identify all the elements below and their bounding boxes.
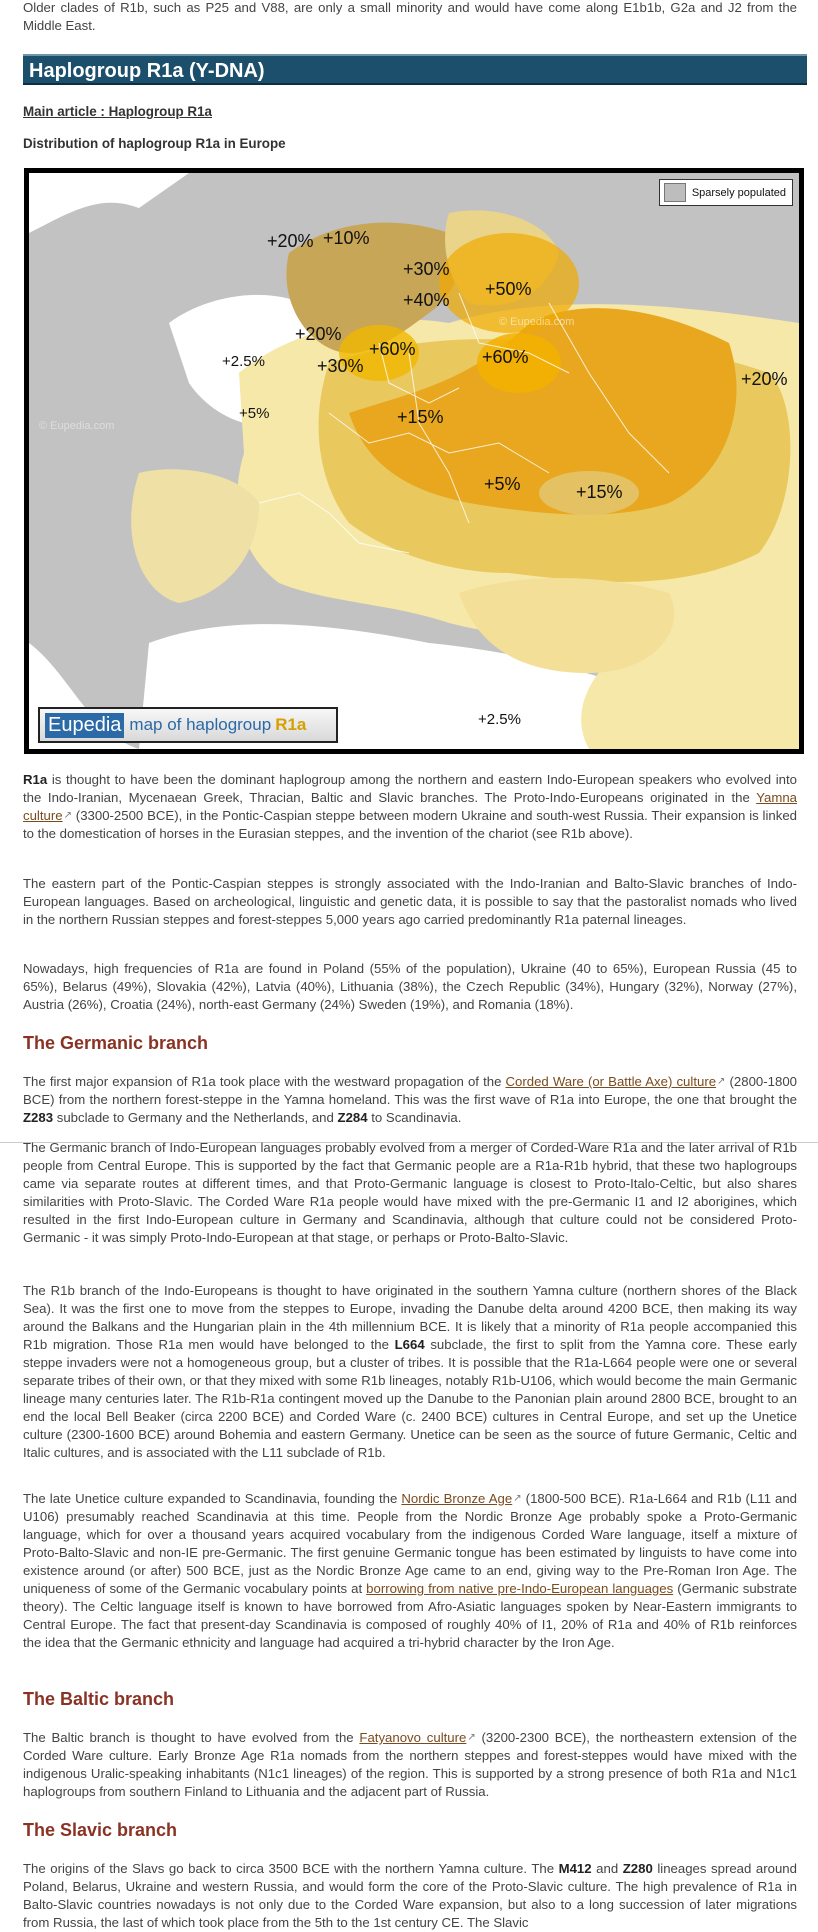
- heading-slavic: The Slavic branch: [23, 1820, 178, 1840]
- text-span: lineages spread around Poland, Belarus, Ukraine and western Russia, and would form the core of the Proto-Slavic culture. The high prevalence of R1a in Balto-Slavic countries nowadays is not only due to the Corded Ware expansion, but also to a long succession of later migrations from Russia, the last of which took place from the 5th to the 1st century CE. The Slavic: [23, 1861, 797, 1930]
- map-legend: [659, 179, 793, 206]
- main-article-link[interactable]: Main article : Haplogroup R1a: [23, 104, 212, 119]
- pct-label: +15%: [576, 482, 623, 502]
- corded-ware-link[interactable]: Corded Ware (or Battle Axe) culture: [505, 1074, 717, 1089]
- eupedia-logo: [38, 707, 338, 743]
- paragraph-baltic: [23, 1729, 797, 1801]
- external-link-icon: ↗: [63, 810, 72, 821]
- map-watermark-1: © Eupedia.com: [499, 316, 575, 328]
- intro-paragraph: Older clades of R1b, such as P25 and V88, are only a small minority and would have come along E1b1b, G2a and J2 from the Middle East.: [23, 0, 797, 33]
- section-heading: Haplogroup R1a (Y-DNA): [23, 54, 807, 85]
- text-span: and: [591, 1861, 623, 1876]
- text-span: The late Unetice culture expanded to Scandinavia, founding the: [23, 1491, 402, 1506]
- heading-baltic: The Baltic branch: [23, 1689, 175, 1709]
- external-link-icon: ↗: [717, 1076, 726, 1087]
- paragraph-frequencies: Nowadays, high frequencies of R1a are found in Poland (55% of the population), Ukraine (40 to 65%), European Russia (45 to 65%), Belarus (49%), Slovakia (42%), Latvia (40%), Lithuania (38%), the Czech Republic (34%), Hungary (32%), Norway (27%), Austria (26%), Croatia (24%), north-east Germany (24%) Sweden (19%), and Romania (18%).: [23, 961, 797, 1012]
- sparse-swatch: [664, 183, 686, 202]
- text-span: (2800-1800 BCE) from the northern forest-steppe in the Yamna homeland. This was the first wave of R1a into Europe, the one that brought the: [23, 1074, 797, 1107]
- text-span: subclade to Germany and the Netherlands, and: [53, 1110, 338, 1125]
- pct-label: +50%: [485, 279, 532, 299]
- pct-label: +5%: [484, 474, 521, 494]
- paragraph-slavic: [23, 1860, 797, 1932]
- pct-label: +60%: [369, 339, 416, 359]
- bold-term: L664: [394, 1337, 425, 1352]
- bold-term: Z280: [622, 1861, 653, 1876]
- logo-brand: Eupedia: [45, 713, 124, 738]
- pct-label: +5%: [239, 405, 270, 422]
- pct-label: +10%: [323, 228, 370, 248]
- paragraph-germanic-1: [23, 1073, 797, 1127]
- paragraph-pontic: The eastern part of the Pontic-Caspian steppes is strongly associated with the Indo-Iranian and Balto-Slavic branches of Indo-European languages. Based on archeological, linguistic and genetic data, it is possible to say that the pastoralist nomads who lived in the northern Russian steppes and forest-steppes 5,000 years ago carried predominantly R1a paternal lineages.: [23, 876, 797, 927]
- pct-label: +15%: [397, 407, 444, 427]
- text-span: The Baltic branch is thought to have evolved from the: [23, 1730, 360, 1745]
- bold-term: Z284: [337, 1110, 368, 1125]
- external-link-icon: ↗: [513, 1493, 522, 1504]
- logo-text: map of haplogroup: [129, 715, 272, 734]
- text-span: subclade, the first to split from the Yamna core. These early steppe invaders were not a homogeneous group, but a cluster of tribes. It is possible that the R1a-L664 people were one or several separate tribes of their own, or that they mixed with some R1b lineages, notably R1b-U106, which would become the main Germanic lineage many centuries later. The R1b-R1a contingent moved up the Danube to the Panonian plain around 2800 BCE, brought to an end the local Bell Beaker (circa 2200 BCE) and Corded Ware (c. 2400 BCE) cultures in Central Europe, and set up the Unetice culture (2300-1600 BCE) around Bohemia and eastern Germany. Unetice can be seen as the source of future Germanic, Celtic and Italic cultures, and is associated with the L11 subclade of R1b.: [23, 1337, 797, 1460]
- text-span: (Germanic substrate theory). The Celtic language itself is known to have borrowed from Afro-Asiatic languages spoken by Near-Eastern immigrants to Central Europe. The fact that present-day Scandinavia is composed of roughly 40% of I1, 20% of R1a and 40% of R1b reinforces the idea that the Germanic ethnicity and language had acquired a tri-hybrid character by the Iron Age.: [23, 1581, 797, 1650]
- pre-ie-borrowing-link[interactable]: borrowing from native pre-Indo-European languages: [366, 1581, 674, 1596]
- paragraph-r1a-intro: [23, 771, 797, 843]
- text-span: (1800-500 BCE). R1a-L664 and R1b (L11 and U106) presumably reached Scandinavia at this time. People from the Nordic Bronze Age probably spoke a Proto-Germanic language, which for over a thousand years acquired vocabulary from the indigenous Corded Ware language, itself a mixture of Proto-Balto-Slavic and non-IE pre-Germanic. The first genuine Germanic tongue has been estimated by linguists to have come into existence around (or after) 500 BCE, just as the Nordic Bronze Age came to an end, giving way to the Pre-Roman Iron Age. The uniqueness of some of the Germanic vocabulary points at: [23, 1491, 797, 1596]
- pct-label: +2.5%: [478, 711, 521, 728]
- pct-label: +20%: [267, 231, 314, 251]
- legend-label: Sparsely populated: [691, 186, 786, 199]
- map-caption: Distribution of haplogroup R1a in Europe: [23, 136, 286, 151]
- pct-label: +30%: [403, 259, 450, 279]
- bold-term: M412: [558, 1861, 592, 1876]
- pct-label: +2.5%: [222, 353, 265, 370]
- pct-label: +60%: [482, 347, 529, 367]
- text-span: The origins of the Slavs go back to circa 3500 BCE with the northern Yamna culture. The: [23, 1861, 559, 1876]
- yamna-culture-link[interactable]: Yamna culture: [23, 790, 797, 823]
- text-span: The first major expansion of R1a took place with the westward propagation of the: [23, 1074, 506, 1089]
- text-span: to Scandinavia.: [367, 1110, 462, 1125]
- pct-label: +20%: [741, 369, 788, 389]
- text-span: (3300-2500 BCE), in the Pontic-Caspian steppe between modern Ukraine and south-west Russia. Their expansion is linked to the domestication of horses in the Eurasian steppes, and the invention of the chariot (see R1b above).: [23, 808, 797, 841]
- text-span: (3200-2300 BCE), the northeastern extension of the Corded Ware culture. Early Bronze Age R1a nomads from the northern steppes and forest-steppes would have mixed with the indigenous Uralic-speaking inhabitants (N1c1 lineages) of the region. This is supported by a strong presence of both R1a and N1c1 haplogroups from southern Finland to Lithuania and the adjacent part of Russia.: [23, 1730, 798, 1799]
- r1a-distribution-map: [24, 168, 804, 754]
- fatyanovo-culture-link[interactable]: Fatyanovo culture: [359, 1730, 467, 1745]
- text-span: is thought to have been the dominant haplogroup among the northern and eastern Indo-European speakers who evolved into the Indo-Iranian, Mycenaean Greek, Thracian, Baltic and Slavic branches. The Proto-Indo-Europeans originated in the: [23, 772, 797, 805]
- paragraph-germanic-4: [23, 1490, 797, 1652]
- pct-label: +30%: [317, 356, 364, 376]
- text-span: The R1b branch of the Indo-Europeans is thought to have originated in the southern Yamna culture (northern shores of the Black Sea). It was the first one to move from the steppes to Europe, invading the Danube delta around 4200 BCE, then making its way around the Balkans and the Hungarian plain in the 4th millennium BCE. It is likely that a minority of R1a people accompanied this R1b migration. Those R1a men would have belonged to the: [23, 1283, 797, 1352]
- bold-term: R1a: [23, 772, 48, 787]
- map-watermark-2: © Eupedia.com: [39, 420, 115, 432]
- bold-term: Z283: [23, 1110, 54, 1125]
- heading-germanic: The Germanic branch: [23, 1033, 209, 1053]
- logo-haplogroup: R1a: [275, 715, 307, 734]
- external-link-icon: ↗: [467, 1732, 476, 1743]
- paragraph-germanic-2: The Germanic branch of Indo-European languages probably evolved from a merger of Corded-Ware R1a and the later arrival of R1b people from Central Europe. This is supported by the fact that Germanic people are a R1a-R1b hybrid, that these two haplogroups came via separate routes at different times, and that Proto-Germanic language is closest to Proto-Italo-Celtic, but also shares similarities with Proto-Slavic. The Corded Ware R1a people would have mixed with the pre-Germanic I1 and I2 aborigines, which resulted in the first Indo-European culture in Germany and Scandinavia, although that culture could not be considered Proto-Germanic - it was simply Proto-Indo-European at that stage, or perhaps or Proto-Balto-Slavic.: [23, 1140, 797, 1245]
- nordic-bronze-age-link[interactable]: Nordic Bronze Age: [401, 1491, 513, 1506]
- pct-label: +40%: [403, 290, 450, 310]
- pct-label: +20%: [295, 324, 342, 344]
- paragraph-germanic-3: [23, 1282, 797, 1462]
